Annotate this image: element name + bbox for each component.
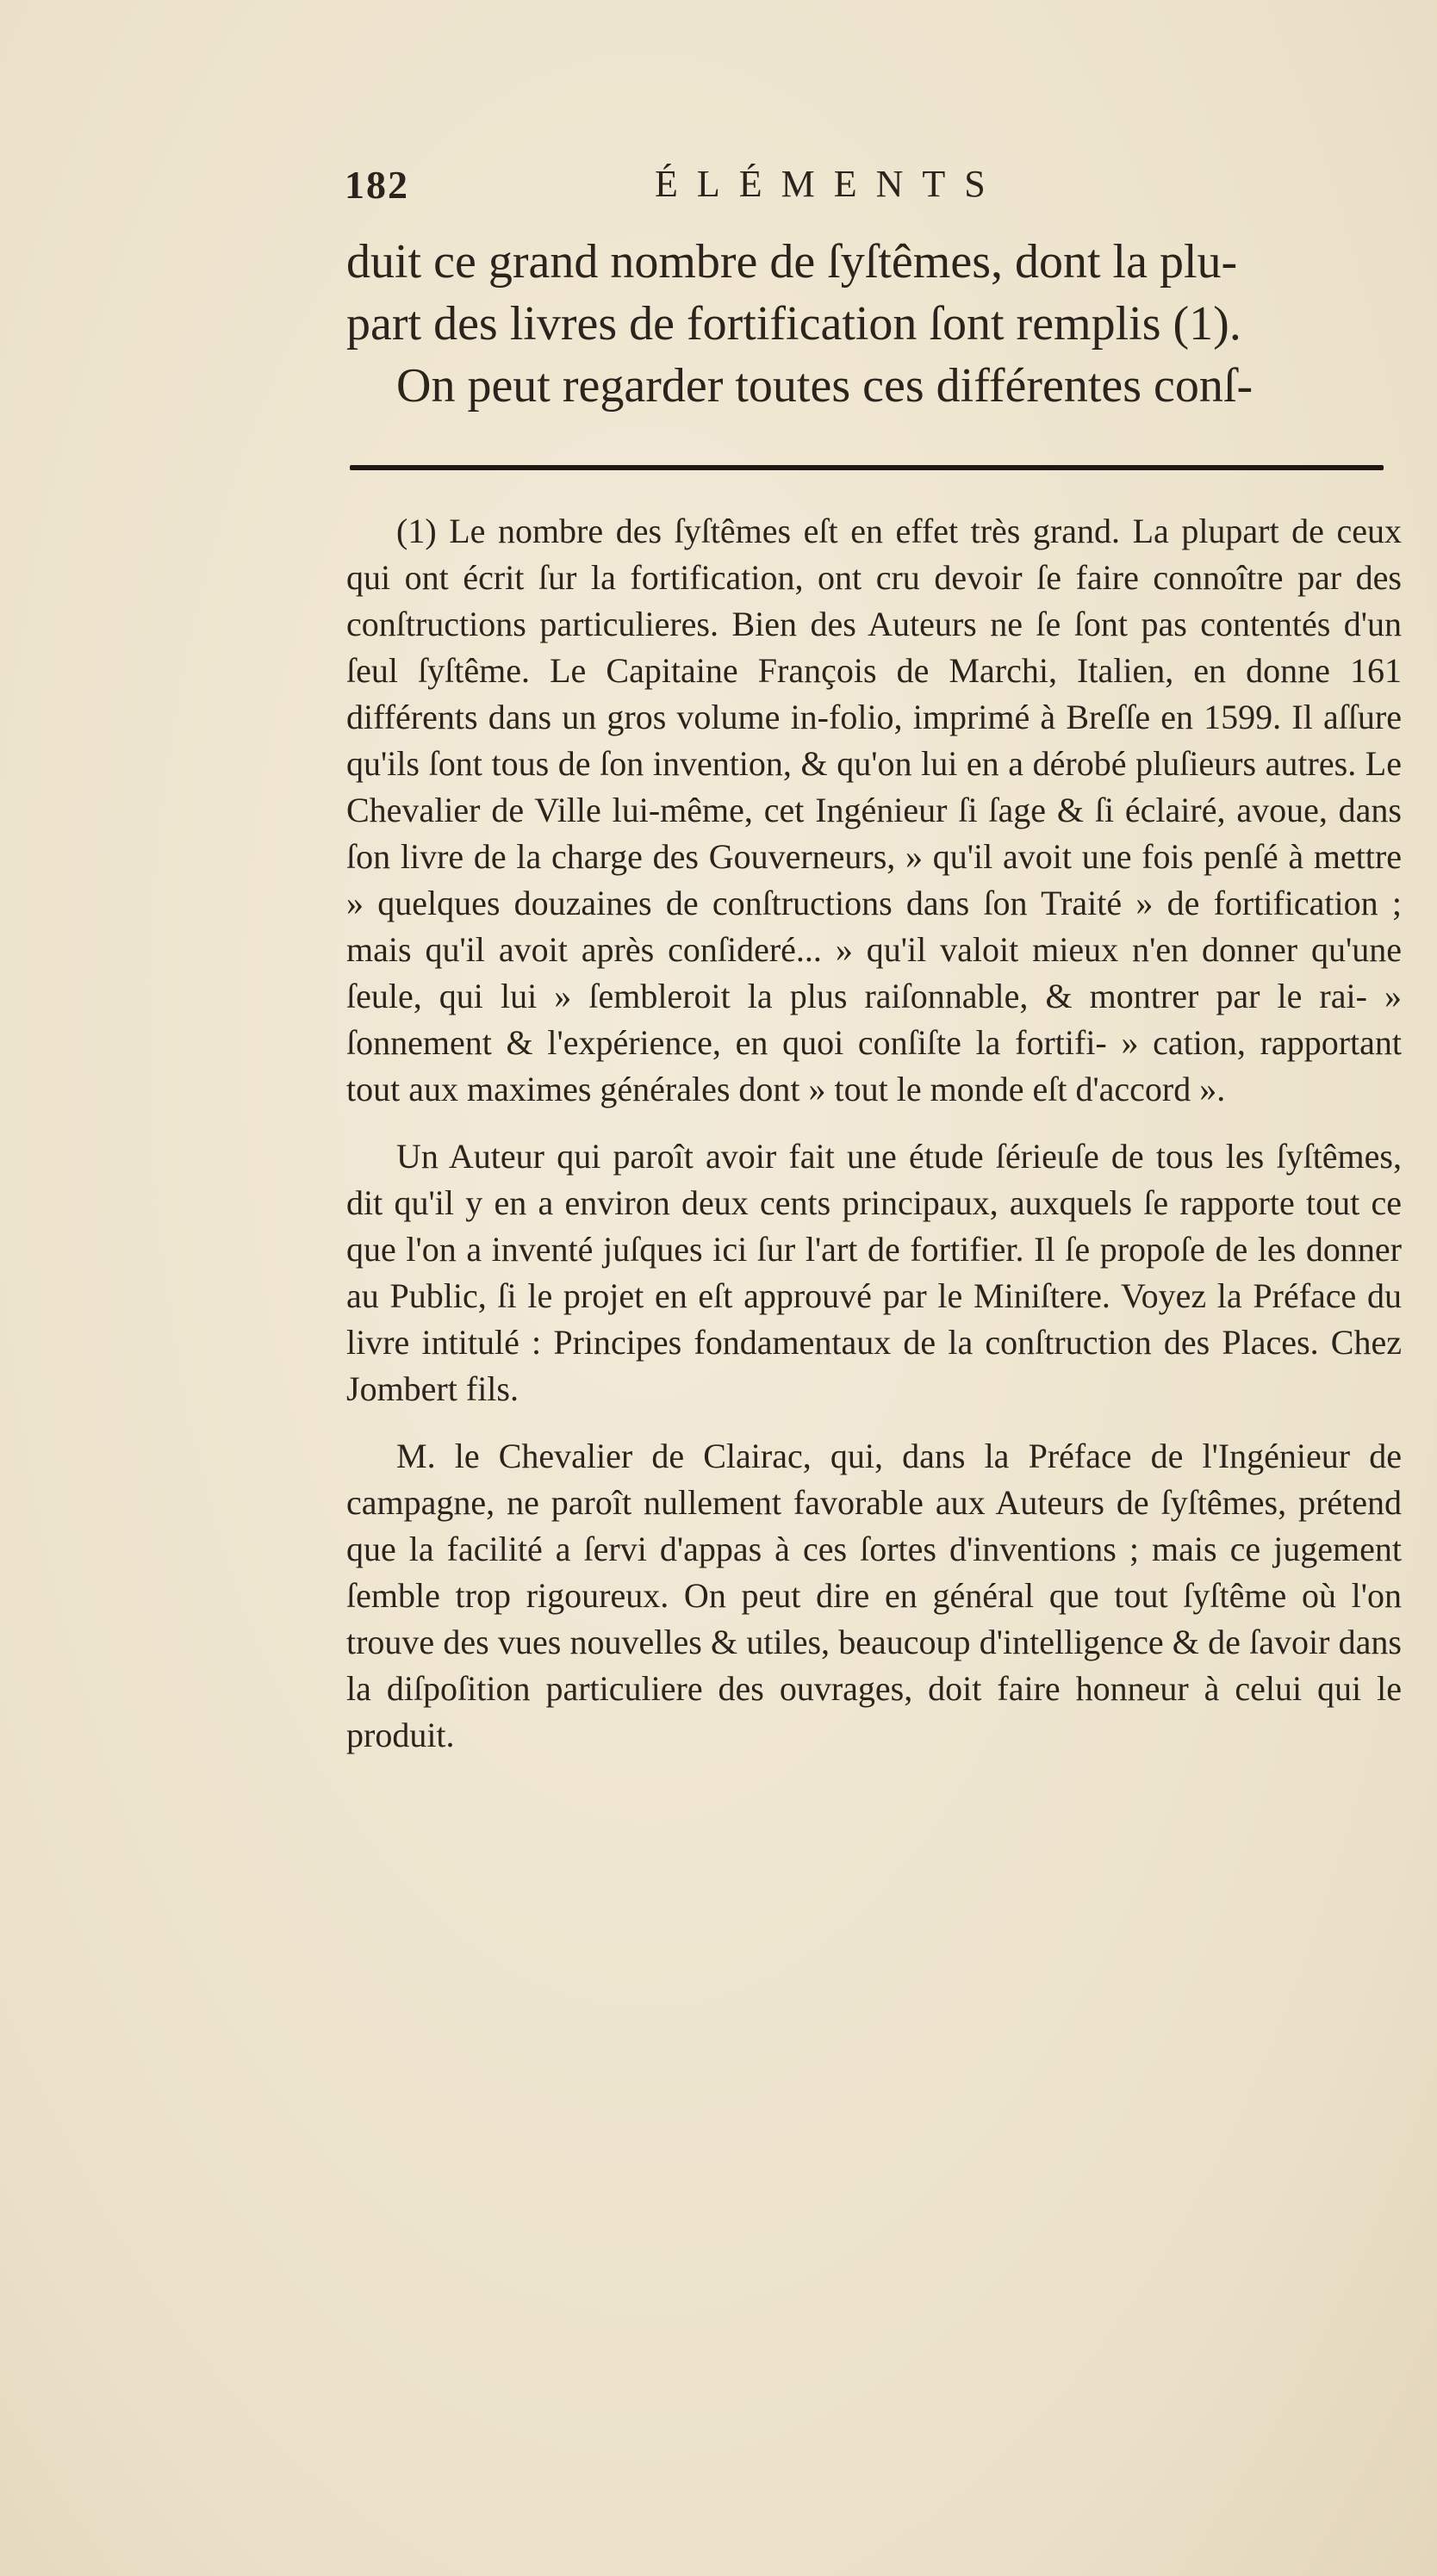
footnote-separator-rule bbox=[350, 465, 1384, 470]
main-text bbox=[346, 231, 1402, 417]
page-number: 182 bbox=[345, 163, 409, 207]
footnote-paragraph: (1) Le nombre des ſyſtêmes eſt en effet très grand. La plupart de ceux qui ont écrit ſur la fortification, ont cru devoir ſe faire connoître par des conſtructions particulieres. Bien des Auteurs ne ſe ſont pas contentés d'un ſeul ſyſtême. Le Capitaine François de Marchi, Italien, en donne 161 différents dans un gros volume in-folio, imprimé à Breſſe en 1599. Il aſſure qu'ils ſont tous de ſon invention, & qu'on lui en a dérobé pluſieurs autres. Le Chevalier de Ville lui-même, cet Ingénieur ſi ſage & ſi éclairé, avoue, dans ſon livre de la charge des Gouverneurs, » qu'il avoit une fois penſé à mettre » quelques douzaines de conſtructions dans ſon Traité » de fortification ; mais qu'il avoit après conſideré... » qu'il valoit mieux n'en donner qu'une ſeule, qui lui » ſembleroit la plus raiſonnable, & montrer par le rai- » ſonnement & l'expérience, en quoi conſiſte la fortifi- » cation, rapportant tout aux maximes générales dont » tout le monde eſt d'accord ». bbox=[346, 512, 1402, 1108]
footnote bbox=[346, 508, 1402, 1779]
main-text-line: duit ce grand nombre de ſyſtêmes, dont la plu- bbox=[346, 235, 1238, 289]
main-text-line: part des livres de fortification ſont remplis (1). bbox=[346, 297, 1241, 351]
footnote-paragraph: Un Auteur qui paroît avoir fait une étude ſérieuſe de tous les ſyſtêmes, dit qu'il y en a environ deux cents principaux, auxquels ſe rapporte tout ce que l'on a inventé juſques ici ſur l'art de fortifier. Il ſe propoſe de les donner au Public, ſi le projet en eſt approuvé par le Miniſtere. Voyez la Préface du livre intitulé : Principes fondamentaux de la conſtruction des Places. Chez Jombert fils. bbox=[346, 1137, 1402, 1408]
footnote-paragraph: M. le Chevalier de Clairac, qui, dans la Préface de l'Ingénieur de campagne, ne paroît nullement favorable aux Auteurs de ſyſtêmes, prétend que la facilité a ſervi d'appas à ces ſortes d'inventions ; mais ce jugement ſemble trop rigoureux. On peut dire en général que tout ſyſtême où l'on trouve des vues nouvelles & utiles, beaucoup d'intelligence & de ſavoir dans la diſpoſition particuliere des ouvrages, doit faire honneur à celui qui le produit. bbox=[346, 1437, 1402, 1754]
running-title: ÉLÉMENTS bbox=[655, 163, 1005, 205]
page-header bbox=[345, 162, 1086, 222]
main-text-line: On peut regarder toutes ces différentes conſ- bbox=[396, 359, 1253, 413]
